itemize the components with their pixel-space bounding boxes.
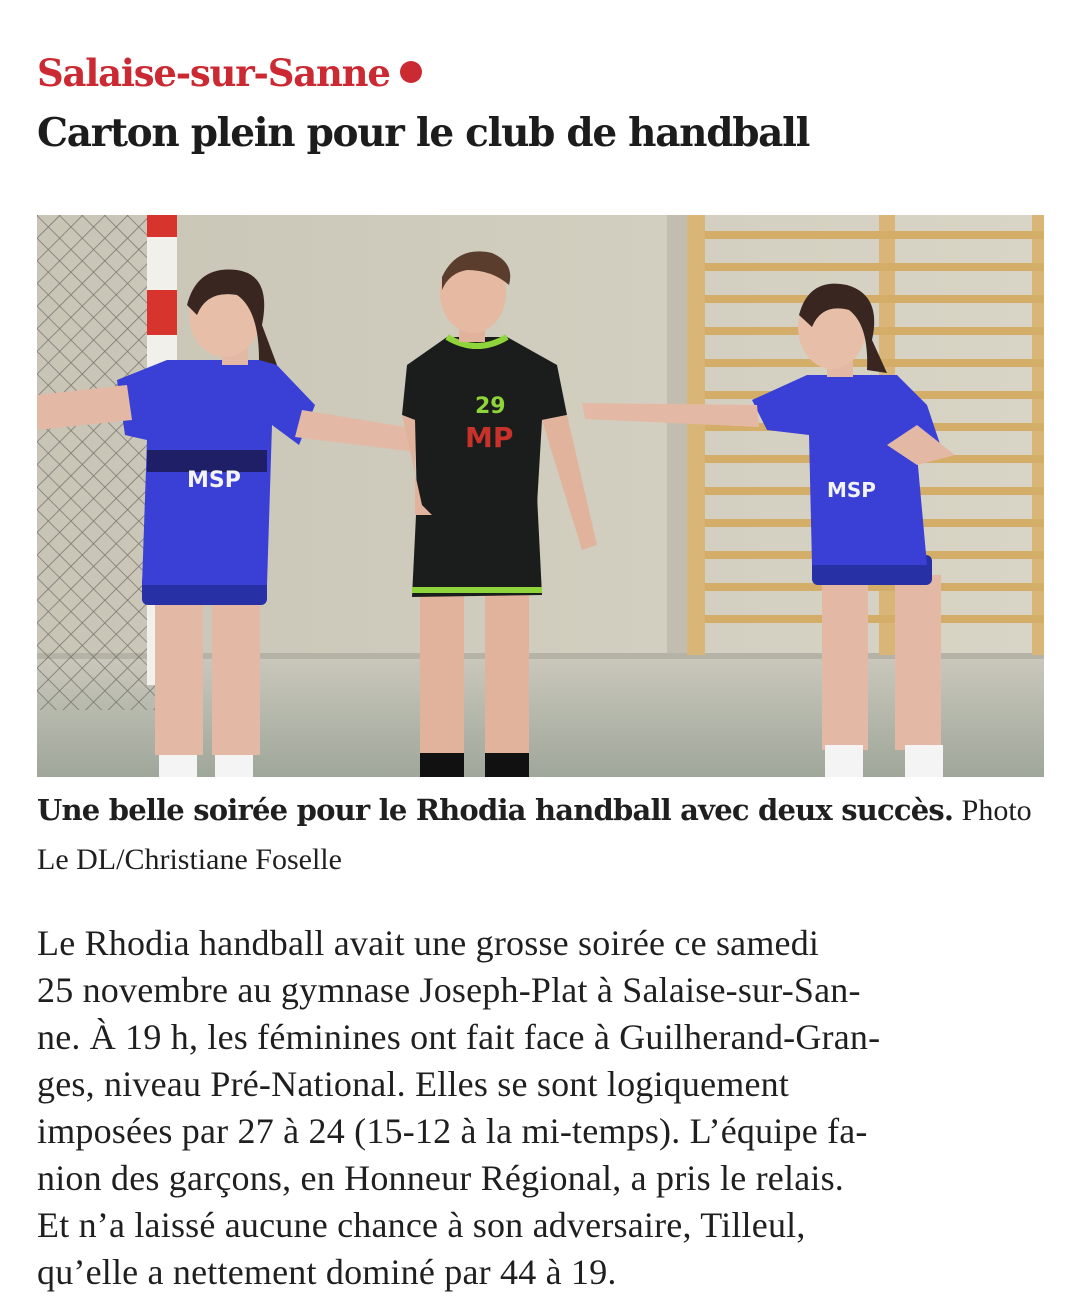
body-line: Le Rhodia handball avait une grosse soirée ce samedi (37, 923, 820, 963)
article-photo (37, 215, 1044, 777)
svg-text:MSP: MSP (827, 478, 876, 502)
article-body (37, 920, 1047, 1296)
photo-credit: Photo Le DL/Christiane Foselle (37, 794, 1032, 876)
body-line: qu’elle a nettement dominé par 44 à 19. (37, 1252, 617, 1292)
photo-caption (37, 786, 1037, 884)
svg-text:MSP: MSP (187, 468, 241, 493)
kicker-text: Salaise-sur-Sanne (37, 51, 390, 95)
kicker-dot-icon (400, 61, 422, 83)
caption-text: Une belle soirée pour le Rhodia handball avec deux succès. (37, 793, 954, 827)
body-line: Et n’a laissé aucune chance à son adversaire, Tilleul, (37, 1205, 806, 1245)
goal-net (37, 215, 155, 710)
svg-text:MP: MP (465, 421, 514, 454)
body-line: imposées par 27 à 24 (15-12 à la mi-temps). L’équipe fa- (37, 1111, 868, 1151)
body-line: nion des garçons, en Honneur Régional, a pris le relais. (37, 1158, 844, 1198)
section-kicker (37, 46, 422, 100)
body-line: ne. À 19 h, les féminines ont fait face à Guilherand-Gran- (37, 1017, 881, 1057)
body-line: ges, niveau Pré-National. Elles se sont logiquement (37, 1064, 790, 1104)
svg-text:29: 29 (475, 394, 506, 419)
article-headline: Carton plein pour le club de handball (37, 110, 810, 156)
body-line: 25 novembre au gymnase Joseph-Plat à Salaise-sur-San- (37, 970, 861, 1010)
